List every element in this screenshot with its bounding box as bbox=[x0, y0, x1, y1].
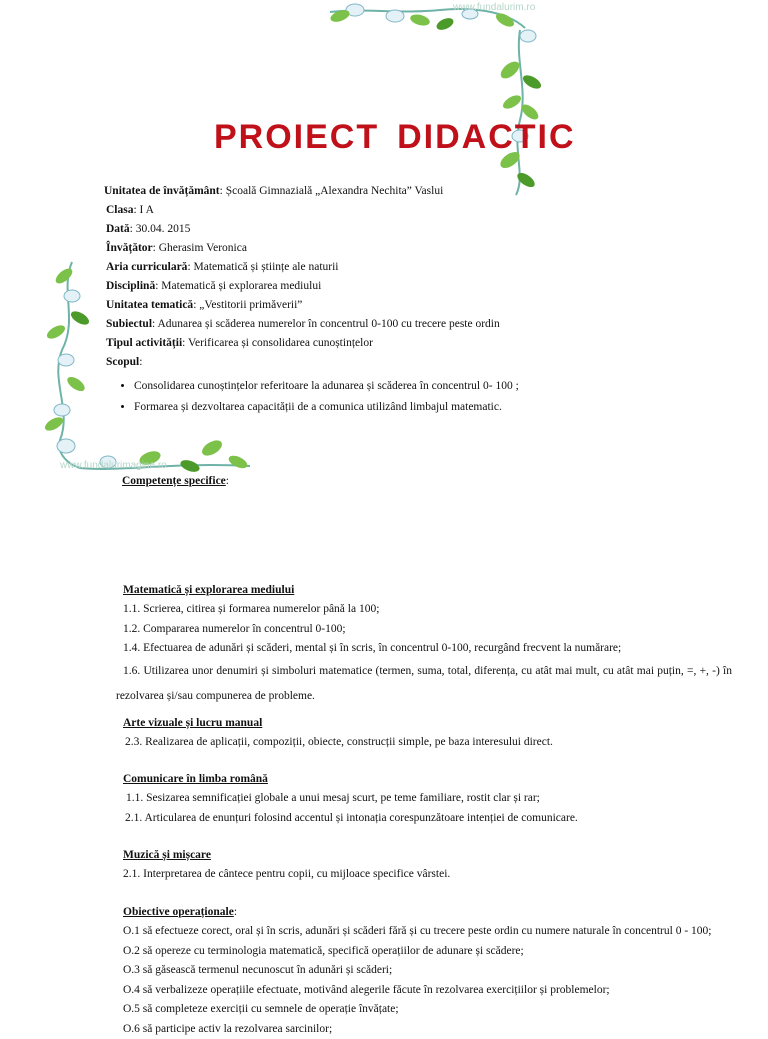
list-item: 1.1. Sesizarea semnificației globale a unui mesaj scurt, pe teme familiare, rostit clar și rar; bbox=[123, 789, 739, 809]
heading-suffix: : bbox=[234, 906, 237, 918]
meta-label: Disciplină bbox=[106, 280, 155, 292]
list-item: O.3 să găsească termenul necunoscut în adunări și scăderi; bbox=[123, 961, 739, 981]
meta-data bbox=[104, 220, 704, 239]
list-item: 1.2. Compararea numerelor în concentrul 0-100; bbox=[116, 620, 732, 640]
watermark-top: www.fundalurim.ro bbox=[453, 2, 535, 13]
section-comunicare bbox=[123, 769, 739, 828]
meta-value: : 30.04. 2015 bbox=[130, 223, 191, 235]
list-item: O.1 să efectueze corect, oral și în scris, adunări și scăderi fără și cu trecere peste ordin cu numere naturale în concentrul 0 - 100; bbox=[123, 922, 739, 942]
list-item: • Formarea și dezvoltarea capacității de a comunica utilizând limbajul matematic. bbox=[134, 397, 704, 418]
obiective-heading bbox=[123, 902, 739, 922]
list-item: 1.4. Efectuarea de adunări și scăderi, mental și în scris, în concentrul 0-100, recurgând frecvent la numărare; bbox=[116, 639, 732, 659]
section-obiective bbox=[123, 902, 739, 1039]
meta-disciplina bbox=[104, 277, 704, 296]
title-word-2: DIDACTIC bbox=[397, 118, 575, 156]
meta-unitatea bbox=[104, 182, 704, 201]
competente-heading bbox=[122, 471, 738, 491]
watermark-bottom: www.fundalurimagine.ro bbox=[60, 460, 167, 471]
list-item: O.5 să completeze exerciții cu semnele de operație învățate; bbox=[123, 1000, 739, 1020]
section-heading: Matematică și explorarea mediului bbox=[116, 580, 732, 600]
list-item: O.4 să verbalizeze operațiile efectuate, motivând alegerile făcute în rezolvarea exercițiilor și problemelor; bbox=[123, 981, 739, 1001]
meta-value: : Școală Gimnazială „Alexandra Nechita” Vaslui bbox=[220, 185, 444, 197]
section-heading: Obiective operaționale bbox=[123, 906, 234, 918]
meta-value: : bbox=[139, 356, 142, 368]
list-item: • Consolidarea cunoștințelor referitoare la adunarea și scăderea în concentrul 0- 100 ; bbox=[134, 376, 704, 397]
meta-label: Unitatea de învățământ bbox=[104, 185, 220, 197]
meta-label: Dată bbox=[106, 223, 130, 235]
section-matematica bbox=[116, 580, 732, 709]
section-heading: Arte vizuale și lucru manual bbox=[123, 713, 739, 733]
heading-suffix: : bbox=[226, 475, 229, 487]
meta-scopul bbox=[104, 353, 704, 372]
meta-label: Învățător bbox=[106, 242, 153, 254]
meta-value: : Matematică și explorarea mediului bbox=[155, 280, 321, 292]
meta-value: : Adunarea și scăderea numerelor în concentrul 0-100 cu trecere peste ordin bbox=[152, 318, 500, 330]
meta-label: Clasa bbox=[106, 204, 133, 216]
list-item: 2.3. Realizarea de aplicații, compoziții, obiecte, construcții simple, pe baza interesului direct. bbox=[123, 733, 739, 753]
list-item: 2.1. Articularea de enunțuri folosind accentul și intonația corespunzătoare intenției de comunicare. bbox=[123, 809, 739, 829]
meta-label: Subiectul bbox=[106, 318, 152, 330]
lesson-metadata bbox=[104, 182, 704, 418]
scopul-list bbox=[104, 376, 704, 418]
section-heading: Muzică și mișcare bbox=[123, 845, 739, 865]
section-muzica bbox=[123, 845, 739, 885]
meta-unitatea-tematica bbox=[104, 296, 704, 315]
meta-value: : Verificarea și consolidarea cunoștințelor bbox=[182, 337, 373, 349]
section-heading: Comunicare în limba română bbox=[123, 769, 739, 789]
list-item: 1.1. Scrierea, citirea și formarea numerelor până la 100; bbox=[116, 600, 732, 620]
meta-invatator bbox=[104, 239, 704, 258]
meta-tipul bbox=[104, 334, 704, 353]
list-item: O.2 să opereze cu terminologia matematică, specifică operațiilor de adunare și scădere; bbox=[123, 942, 739, 962]
list-item: 1.6. Utilizarea unor denumiri și simboluri matematice (termen, suma, total, diferența, cu atât mai mult, cu atât mai puțin, =, +, -) în rezolvarea și/sau compunerea de probleme. bbox=[116, 659, 732, 709]
meta-label: Tipul activității bbox=[106, 337, 182, 349]
page-title bbox=[214, 118, 594, 157]
section-arte bbox=[123, 713, 739, 753]
meta-value: : Matematică și științe ale naturii bbox=[187, 261, 338, 273]
list-item: O.6 să participe activ la rezolvarea sarcinilor; bbox=[123, 1020, 739, 1039]
meta-label: Unitatea tematică bbox=[106, 299, 193, 311]
meta-label: Scopul bbox=[106, 356, 139, 368]
section-heading: Competențe specifice bbox=[122, 475, 226, 487]
meta-value: : „Vestitorii primăverii” bbox=[193, 299, 302, 311]
list-item: 2.1. Interpretarea de cântece pentru copii, cu mijloace specifice vârstei. bbox=[123, 865, 739, 885]
meta-clasa bbox=[104, 201, 704, 220]
meta-value: : I A bbox=[133, 204, 153, 216]
meta-subiectul bbox=[104, 315, 704, 334]
top-right-vine bbox=[329, 4, 543, 195]
title-word-1: PROIECT bbox=[214, 118, 379, 156]
meta-value: : Gherasim Veronica bbox=[153, 242, 247, 254]
meta-aria bbox=[104, 258, 704, 277]
meta-label: Aria curriculară bbox=[106, 261, 187, 273]
